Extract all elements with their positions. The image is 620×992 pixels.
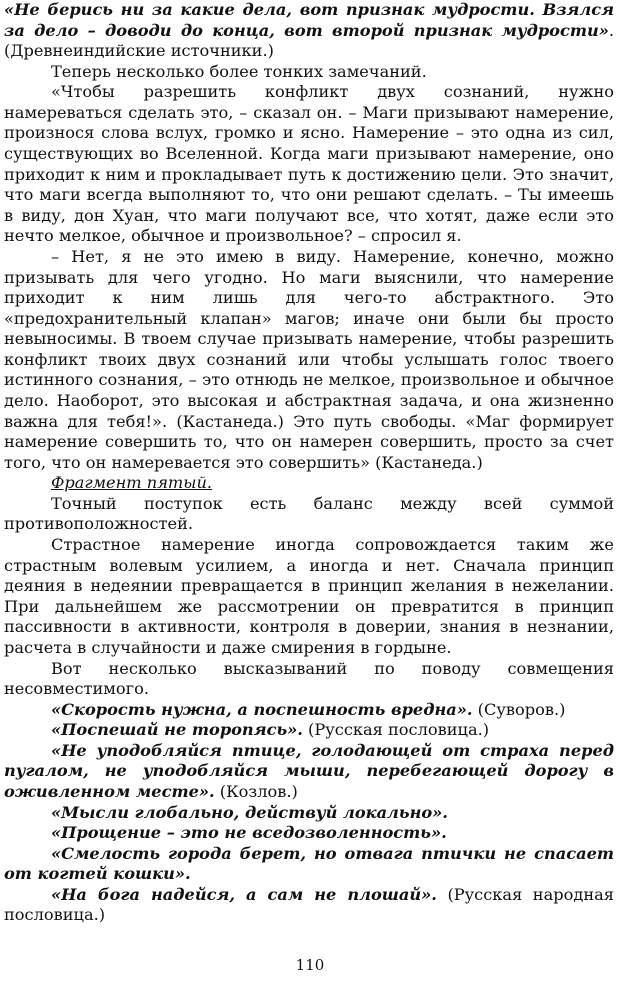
quote-text: «Мысли глобально, действуй локально». [51, 802, 448, 822]
paragraph [4, 803, 614, 824]
quote-text: «Прощение – это не вседозволенность». [51, 823, 447, 843]
text-run: Вот несколько высказываний по поводу совмещения несовместимого. [4, 658, 614, 699]
text-run: (Русская пословица.) [302, 720, 490, 740]
section-heading [4, 473, 614, 494]
quote-text: «Смелость города берет, но отвага птички не спасает от когтей кошки». [4, 843, 614, 884]
text-run: (Суворов.) [472, 699, 566, 719]
paragraph [4, 741, 614, 803]
text-run: Теперь несколько более тонких замечаний. [51, 61, 427, 81]
paragraph [4, 494, 614, 535]
quote-text: «Не уподобляйся птице, голодающей от страха перед пугалом, не уподобляйся мыши, перебегающей дорогу в оживленном месте». [4, 740, 614, 801]
text-run: Страстное намерение иногда сопровождается таким же страстным волевым усилием, а иногда и нет. Сначала принцип деяния в недеянии превращается в принцип желания в нежелании. При дальнейшем же рассмотрении он превратится в принцип пассивности в активности, контроля в доверии, знания в незнании, расчета в случайности и даже смирения в гордыне. [4, 535, 614, 657]
quote-text: «Скорость нужна, а поспешность вредна». [51, 699, 473, 719]
paragraph [4, 823, 614, 844]
text-run: Фрагмент пятый. [51, 473, 213, 493]
paragraph [4, 659, 614, 700]
text-run: . (Древнеиндийские источники.) [4, 20, 614, 61]
text-run: (Козлов.) [214, 781, 298, 801]
paragraph [4, 700, 614, 721]
quote-text: «Не берись ни за какие дела, вот признак мудрости. Взялся за дело – доводи до конца, вот второй признак мудрости» [4, 0, 614, 40]
quote-text: «На бога надейся, а сам не плошай». [51, 884, 437, 904]
text-run: (Русская народная пословица.) [4, 884, 614, 925]
page-number: 110 [295, 956, 325, 974]
paragraph [4, 82, 614, 247]
paragraph [4, 885, 614, 926]
text-run: – Нет, я не это имею в виду. Намерение, конечно, можно призывать для чего угодно. Но маги выяснили, что намерение приходит к ним лишь для чего-то абстрактного. Это «предохранительный клапан» магов; иначе они были бы просто невыносимы. В твоем случае призывать намерение, чтобы разрешить конфликт твоих двух сознаний или чтобы услышать голос твоего истинного сознания, – это отнюдь не мелкое, произвольное и обычное дело. Наоборот, это высокая и абстрактная задача, и она жизненно важна для тебя!». (Кастанеда.) Это путь свободы. «Маг формирует намерение совершить то, что он намерен совершить, просто за счет того, что он намеревается это совершить» (Кастанеда.) [4, 246, 614, 472]
text-run: Точный поступок есть баланс между всей суммой противоположностей. [4, 493, 614, 534]
paragraph [4, 844, 614, 885]
paragraph [4, 0, 614, 62]
paragraph [4, 62, 614, 83]
page-text [4, 0, 614, 926]
quote-text: «Поспешай не торопясь». [51, 720, 303, 740]
paragraph [4, 247, 614, 473]
paragraph [4, 535, 614, 658]
text-run: «Чтобы разрешить конфликт двух сознаний, нужно намереваться сделать это, – сказал он. – Маги призывают намерение, произнося слова вслух, громко и ясно. Намерение – это одна из сил, существующих во Вселенной. Когда маги призывают намерение, оно приходит к ним и прокладывает путь к достижению цели. Это значит, что маги всегда выполняют то, что они решают сделать. – Ты имеешь в виду, дон Хуан, что маги получают все, что хотят, даже если это нечто мелкое, обычное и произвольное? – спросил я. [4, 82, 614, 246]
paragraph [4, 720, 614, 741]
